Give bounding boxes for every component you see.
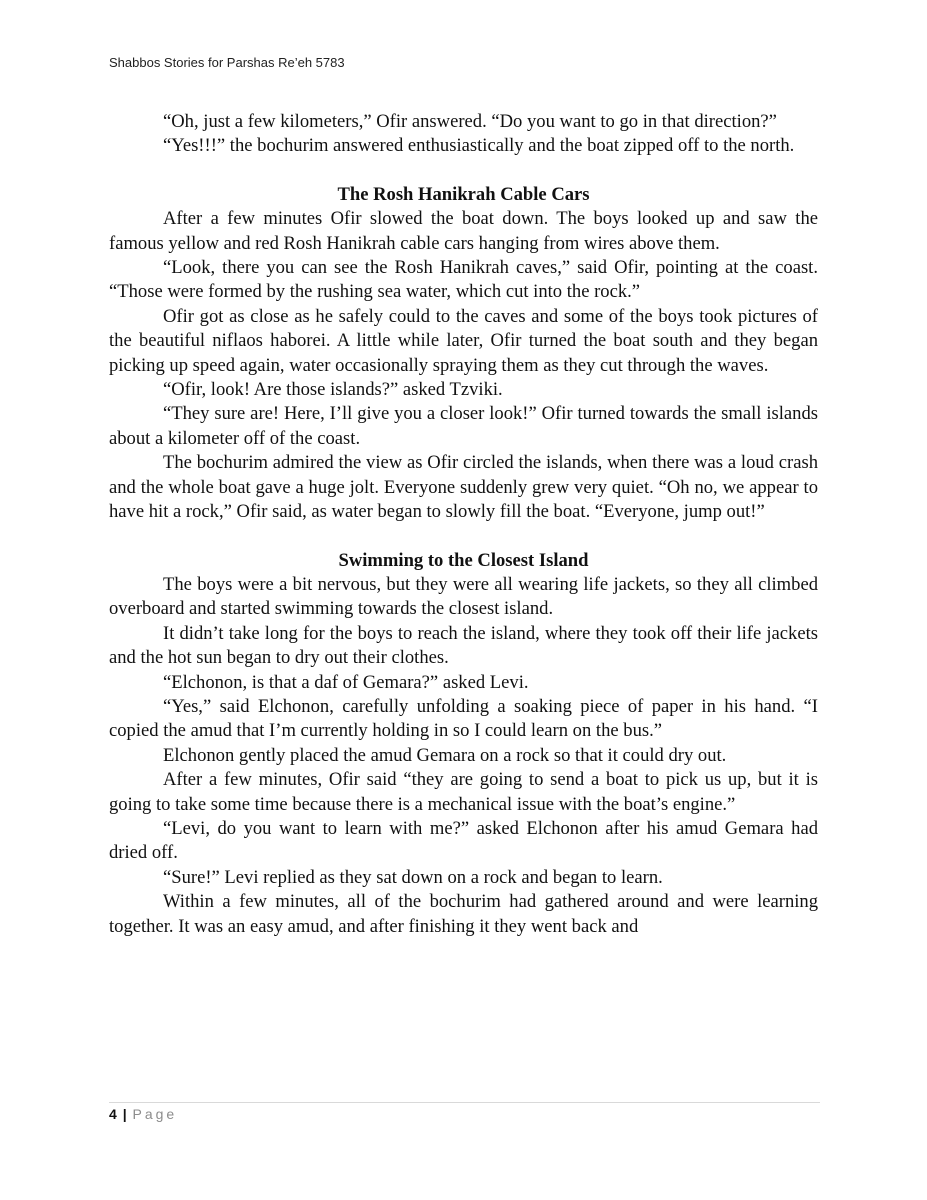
paragraph: “Yes,” said Elchonon, carefully unfolding a soaking piece of paper in his hand. “I copied the amud that I’m currently holding in so I could learn on the bus.” [109, 695, 818, 742]
paragraph: “Levi, do you want to learn with me?” asked Elchonon after his amud Gemara had dried off. [109, 817, 818, 864]
footer-separator: | [122, 1106, 127, 1122]
page-label: Page [132, 1106, 178, 1122]
section-heading: Swimming to the Closest Island [338, 549, 589, 571]
paragraph: Within a few minutes, all of the bochurim had gathered around and were learning together. It was an easy amud, and after finishing it they went back and [109, 891, 818, 937]
page-header: Shabbos Stories for Parshas Re’eh 5783 [109, 55, 345, 70]
paragraph: “They sure are! Here, I’ll give you a closer look!” Ofir turned towards the small islands about a kilometer off of the coast. [109, 403, 818, 449]
paragraph: “Oh, just a few kilometers,” Ofir answered. “Do you want to go in that direction?” [163, 111, 777, 132]
paragraph: “Sure!” Levi replied as they sat down on a rock and began to learn. [163, 866, 663, 888]
page-footer [109, 1106, 177, 1122]
paragraph: “Elchonon, is that a daf of Gemara?” asked Levi. [163, 671, 529, 693]
paragraph: It didn’t take long for the boys to reach the island, where they took off their life jackets and the hot sun began to dry out their clothes. [109, 622, 818, 669]
paragraph: The bochurim admired the view as Ofir circled the islands, when there was a loud crash and the whole boat gave a huge jolt. Everyone suddenly grew very quiet. “Oh no, we appear to have hit a rock,” Ofir said, as water began to slowly fill the boat. “Everyone, jump out!” [109, 452, 818, 523]
paragraph: After a few minutes Ofir slowed the boat down. The boys looked up and saw the famous yellow and red Rosh Hanikrah cable cars hanging from wires above them. [109, 208, 818, 254]
paragraph: “Ofir, look! Are those islands?” asked Tzviki. [163, 379, 503, 401]
paragraph: “Look, there you can see the Rosh Hanikrah caves,” said Ofir, pointing at the coast. “Those were formed by the rushing sea water, which cut into the rock.” [109, 257, 818, 303]
paragraph: The boys were a bit nervous, but they were all wearing life jackets, so they all climbed overboard and started swimming towards the closest island. [109, 573, 818, 620]
paragraph: After a few minutes, Ofir said “they are going to send a boat to pick us up, but it is going to take some time because there is a mechanical issue with the boat’s engine.” [109, 769, 818, 815]
section-heading: The Rosh Hanikrah Cable Cars [337, 183, 590, 205]
paragraph: Ofir got as close as he safely could to the caves and some of the boys took pictures of the beautiful niflaos haborei. A little while later, Ofir turned the boat south and they began picking up speed again, water occasionally spraying them as they cut through the waves. [109, 305, 818, 376]
paragraph: “Yes!!!” the bochurim answered enthusiastically and the boat zipped off to the north. [163, 135, 795, 157]
story-body [109, 110, 818, 939]
page-number: 4 [109, 1106, 117, 1122]
paragraph: Elchonon gently placed the amud Gemara on a rock so that it could dry out. [163, 744, 727, 766]
footer-divider [109, 1102, 820, 1103]
